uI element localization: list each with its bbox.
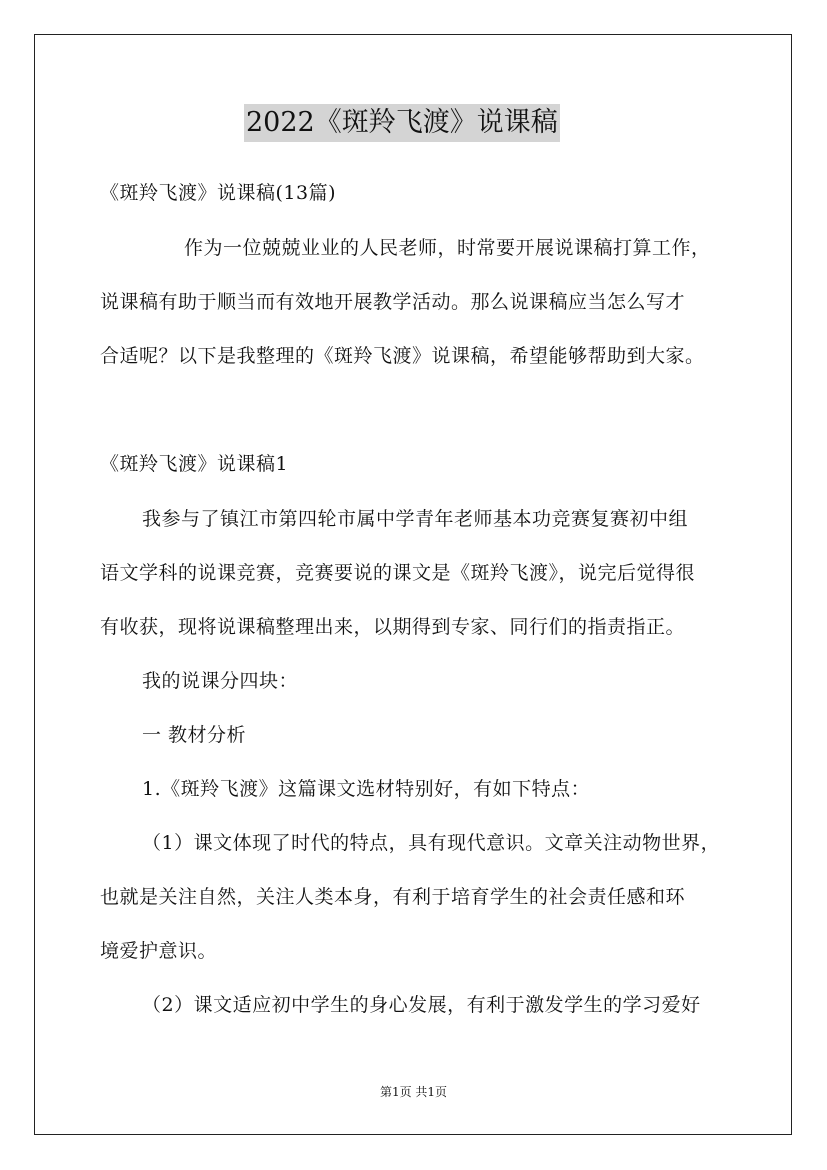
intro-line-2: 说课稿有助于顺当而有效地开展教学活动。那么说课稿应当怎么写才 xyxy=(100,291,686,313)
body-line: 我参与了镇江市第四轮市属中学青年老师基本功竞赛复赛初中组 xyxy=(142,508,689,530)
body-line: 也就是关注自然，关注人类本身，有利于培育学生的社会责任感和环 xyxy=(100,886,686,908)
body-line: 一 教材分析 xyxy=(142,724,247,746)
document-title: 2022《斑羚飞渡》说课稿 xyxy=(244,104,560,142)
body-line: 境爱护意识。 xyxy=(100,940,218,962)
body-line: 语文学科的说课竞赛，竞赛要说的课文是《斑羚飞渡》，说完后觉得很 xyxy=(100,562,696,584)
section-title: 《斑羚飞渡》说课稿1 xyxy=(100,453,289,475)
page-footer: 第1页 共1页 xyxy=(379,1085,448,1099)
body-line: （1）课文体现了时代的特点，具有现代意识。文章关注动物世界， xyxy=(142,832,721,854)
intro-line-1: 作为一位兢兢业业的人民老师，时常要开展说课稿打算工作， xyxy=(184,237,711,259)
body-line: （2）课文适应初中学生的身心发展，有利于激发学生的学习爱好 xyxy=(142,994,701,1016)
body-line: 我的说课分四块： xyxy=(142,670,299,692)
intro-line-3: 合适呢？以下是我整理的《斑羚飞渡》说课稿，希望能够帮助到大家。 xyxy=(100,345,705,367)
body-line: 1.《斑羚飞渡》这篇课文选材特别好，有如下特点： xyxy=(142,778,591,800)
document-subtitle: 《斑羚飞渡》说课稿(13篇) xyxy=(100,182,337,204)
body-line: 有收获，现将说课稿整理出来，以期得到专家、同行们的指责指正。 xyxy=(100,616,686,638)
